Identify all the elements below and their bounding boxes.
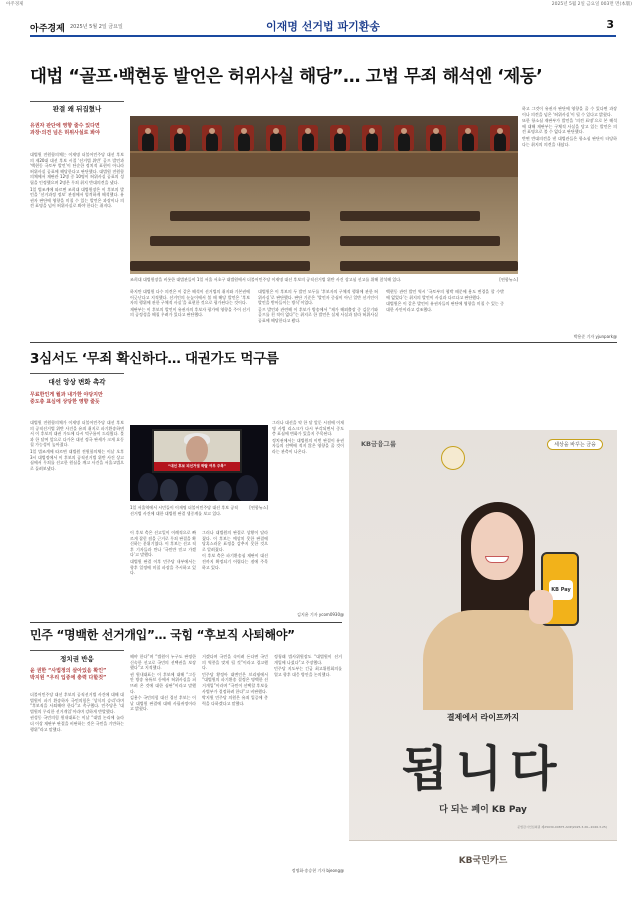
paragraph: 박지원 민주당 의원은 유죄 입증에 총력을 다하겠다고 말했다. [202,695,268,706]
story3-col4 [274,654,342,864]
page-number: 3 [606,18,614,31]
model-illustration [391,470,581,705]
paragraph: 거겠다며 국민을 속이려 든다면 국민의 역풍을 맞게 될 것”이라고 경고했다. [202,654,268,671]
paragraph: 대법원 전원합의체가 이재명 더불어민주당 대선 후보의 공직선거법 위반 사건을 유죄 취지로 파기환송하면서 이 후보의 대권 가도에 다시 먹구름이 드리웠다. 불과 한 달여 앞으로 다가온 대선 정국 판세가 크게 요동칠 가능성이 높아졌다. [30,420,124,448]
paragraph: 1일 법조계에 따르면 대법원 전원합의체는 이날 오후 3시 대법정에서 이 후보의 공직선거법 위반 사건 상고심에서 무죄를 선고한 원심을 깨고 사건을 서울고법으로 돌려보냈다. [30,448,124,471]
section-divider [30,622,342,623]
kb-pay-app-label: KB Pay [549,580,573,600]
ad-slogan-pill: 세상을 바꾸는 금융 [547,439,603,450]
story2-byline: 김지윤 기자 ycom0930@ [297,612,344,617]
story3-deck [30,668,124,682]
topbar-right: 2025년 5월 2일 금요일 003면 면(本版) [551,2,632,7]
story3-col1 [30,692,124,877]
story1-deck [30,123,124,137]
story2-headline: 3심서도 ‘무죄 확신하다… 대권가도 먹구름 [30,351,279,367]
story1-kicker-rule [30,101,124,102]
paragraph: 1일 법조계에 따르면 조희대 대법원장은 이 후보의 발언을 ‘선거과정 정보’ 관점에서 엄격하게 해석했다. 유권자 판단에 영향을 미칠 수 있는 발언은 과장이나 의견 표명을 넘어 허위사실로 봐야 한다는 취지다. [30,186,124,209]
paragraph: 더불어민주당 대선 후보의 공직선거법 사건에 대해 대법원이 파기 환송하자 국민의힘은 ‘상식의 승리’라며 “후보직을 사퇴해야 한다”고 촉구했다. 민주당은 ‘대법원의 무리한 선거개입’이라며 강하게 반발했다. [30,692,124,714]
paragraph: 재판부는 이 후보의 발언이 유권자의 후보자 평가에 영향을 주어 선거의 공정성을 해칠 우려가 있다고 판단했다. [130,306,250,318]
story1-deck-line: 과장·의견 넘은 허위사실로 봐야 [30,130,100,136]
story2-col3 [130,530,196,610]
tv-banner: “대선 후보 피선거권 박탈 여부 주목” [154,462,240,471]
section-divider [30,342,617,343]
story1-col2 [130,289,250,337]
story3-col3 [202,654,268,877]
paragraph: 권 원내대표는 이 후보에 대해 “그동안 방송 유튜브 등에서 허위사실을 퍼뜨려 온 것에 대한 심판”이라고 말했다. [130,671,196,694]
kb-financial-logo: KB금융그룹 [361,440,397,448]
story3-headline: 민주 “명백한 선거개입”… 국힘 “후보직 사퇴해야” [30,628,295,642]
story1-col3 [258,289,378,337]
story1-col1 [30,152,124,338]
story1-col4 [386,289,504,337]
story3-kicker-rule [30,650,124,651]
paragraph: 이 후보 측은 선고일이 이례적으로 빠르게 잡힌 점을 근거로 무죄 판결을 확신하는 분위기였다. 이 후보는 선고 직후 기자들과 만나 ‘국민만 믿고 가겠다’고 말했다. [130,530,196,558]
ad-fineprint: 준법감시인심의필 제25030-00875 ADP(2025.3.26~2026.3.25) [517,825,607,829]
story2-deck-line: 무료한인게 월과 내가한 야당지만 [30,392,103,398]
ad-subheadline: 다 되는 페이 KB Pay [439,805,527,815]
paragraph: 백현동 관련 발언 역시 ‘국토부의 협박 때문에 용도 변경을 할 수밖에 없었다’는 취지의 발언이 사실과 다르다고 판단했다. [386,289,504,300]
paragraph: 이 후보 측은 파기환송심 재판이 대선 전까지 확정되기 어렵다는 점에 주목하고 있다. [202,553,268,570]
paragraph: 해야 한다”며 “법원이 누구도 판정한 신속한 선고로 국민의 선택권을 보장했다”고 지적했다. [130,654,196,671]
paragraph: 정청래 법사위원장도 “대법원이 선거 개입에 나섰다”고 주장했다. [274,654,342,665]
issue-date: 2025년 5월 2일 금요일 [70,24,123,30]
brand-logo: 아주경제 [30,24,65,34]
story2-photo-caption: 1일 서울역에서 시민들이 이재명 더불어민주당 대선 후보 공직선거법 사건에 대한 대법원 판결 생중계를 보고 있다. [130,505,239,516]
story2-col4 [202,530,268,610]
paragraph: 그러나 대선을 약 한 달 앞둔 시점에 이재명 사법 리스크가 다시 부각되면서 중도층 표심에 변화가 있을지 주목된다. [272,420,344,437]
paragraph: 권성동 국민의힘 원내대표는 이날 “대법 논리에 놀라 더 이상 재판부 판결을 비판하는 것은 국민을 기만하는 행위”라고 말했다. [30,715,124,732]
story2-col1 [30,420,124,610]
station-tv-photo [130,425,268,501]
paragraph: 또한 항소심 재판부가 발언을 ‘의견 표명’으로 본 해석에 대해 재판부는 구체적 사실을 담고 있는 발언은 의견 표명으로 볼 수 없다고 판단했다. [522,118,617,135]
top-bar [0,0,640,8]
story3-deck-line: 박지원 “우리 입증에 충력 다할것” [30,675,107,681]
ad-headline: 됩니다 [401,741,565,797]
section-title: 이재명 선거법 파기환송 [266,20,380,33]
paragraph: 대법원 판결 이후 민주당 내부에서는 향후 일정에 미칠 파장을 주시하고 있다. [130,558,196,576]
story2-photo-credit: [연합뉴스] [249,505,268,510]
paragraph: 대법원은 이 후보의 두 발언 모두를 ‘후보자의 구체적 행위에 관한 허위사실’로 판단했다. 판단 기준은 ‘발언자 중심이 아닌 일반 선거인이 발언을 받아들이는 방식’이었다. [258,289,378,306]
story2-kicker: 대선 앙상 변화 촉각 [48,378,106,386]
page-header [30,13,616,37]
story1-photo-caption: 조희대 대법원장을 비롯한 대법관들이 1일 서울 서초구 대법원에서 더불어민주당 이재명 대선 후보의 공직선거법 위반 사건 상고심 선고를 위해 참석해 있다. [130,277,402,282]
paragraph: 정치권에서는 대법원의 이번 판결이 유권자들의 선택에 적지 않은 영향을 줄 것이라는 관측이 나온다. [272,437,344,454]
paragraph: 민주당 지도부는 긴급 최고위원회의를 열고 향후 대응 방안을 논의했다. [274,666,342,677]
paragraph: 반면 반대의견을 낸 대법관들은 항소심 판단이 타당하다는 취지의 의견을 내놨다. [522,135,617,147]
paragraph: 대법원 전원합의체는 이재명 더불어민주당 대선 후보의 제20대 대선 후보 시절 ‘선거법 위반’ 골프 발언과 ‘백현동 국토부 발언’이 단순한 정치적 표현이 아니라 허위사실 공표에 해당한다고 판단했다. 대법원 전원합의체에서 재판관 12명 중 10명이 허위사실 공표의 성립을 인정했으며 2명은 무죄 취지 반대의견을 냈다. [30,152,124,185]
paragraph: 하고 그것이 유권자 판단에 영향을 줄 수 있다면 과장이나 의견을 넘은 ‘허위사실’이 될 수 있다고 밝혔다. [522,106,617,117]
story1-headline: 대법 “골프·백현동 발언은 허위사실 해당”… 고법 무죄 해석엔 ‘제동’ [30,67,543,87]
story1-byline: 박용준 기자 yjunpark@ [573,334,617,339]
story1-col5 [522,106,617,326]
award-badge-icon [441,446,465,470]
story2-col2 [272,420,344,610]
supreme-court-photo [130,116,518,274]
story2-kicker-rule [30,373,124,374]
tv-screen [152,429,242,473]
paragraph: 하지만 대법원 다수 의견은 이 같은 해석이 선거법의 취지와 기본권에 어긋난다고 지적했다. 선거인의 눈높이에서 볼 때 해당 발언은 ‘후보자의 행위에 관한 구체적 사실’을 표현한 것으로 평가된다는 것이다. [130,289,250,306]
story2-deck [30,392,124,406]
story3-byline: 정명화·송승현 기자 bjeong@ [291,868,344,873]
story3-deck-line: 윤 권한 “사법정의 살아있음 확인” [30,668,107,674]
paragraph: 대법원은 이 같은 발언이 유권자들의 판단에 영향을 미칠 수 있는 중대한 사안이라고 강조했다. [386,301,504,312]
story1-kicker: 판결 왜 뒤집혔나 [52,105,102,113]
kb-card-logo: KB국민카드 [458,856,508,866]
paragraph: 그러나 대법원의 판결로 상황이 달라졌다. 이 후보는 예상치 못한 판결에 당혹스러운 표정을 감추지 못한 것으로 알려졌다. [202,530,268,552]
paragraph: 민주당 황정아 대변인은 브리핑에서 “대법원의 파기환송 결정은 명백한 선거개입”이라며 “국민이 선택할 후보를 사법부가 결정하려 한다”고 비판했다. [202,671,268,694]
topbar-left: 아주경제 [6,2,24,7]
story2-deck-line: 중도층 표심에 상당한 영향 줄듯 [30,399,100,405]
paragraph: 골프 발언과 관련해 이 후보가 방송에서 “제가 해외출장 중 김문기와 골프를 친 적이 없다”는 취지로 한 발언은 실제 사실과 달라 허위사실 공표에 해당한다고 봤다. [258,306,378,323]
story3-kicker: 정치권 반응 [60,655,94,663]
paragraph: 김용수 국민의힘 대선 경선 후보는 이날 대법원 판결에 대해 사필귀정이라고 밝혔다. [130,695,196,712]
story1-deck-line: 유권자 판단에 영향 줄수 있다면 [30,123,100,129]
story3-col2 [130,654,196,877]
kb-pay-advertisement[interactable] [349,430,617,877]
story1-photo-credit: [연합뉴스] [499,277,518,282]
ad-footer [349,840,617,877]
ad-tagline: 결제에서 라이프까지 [446,713,520,722]
